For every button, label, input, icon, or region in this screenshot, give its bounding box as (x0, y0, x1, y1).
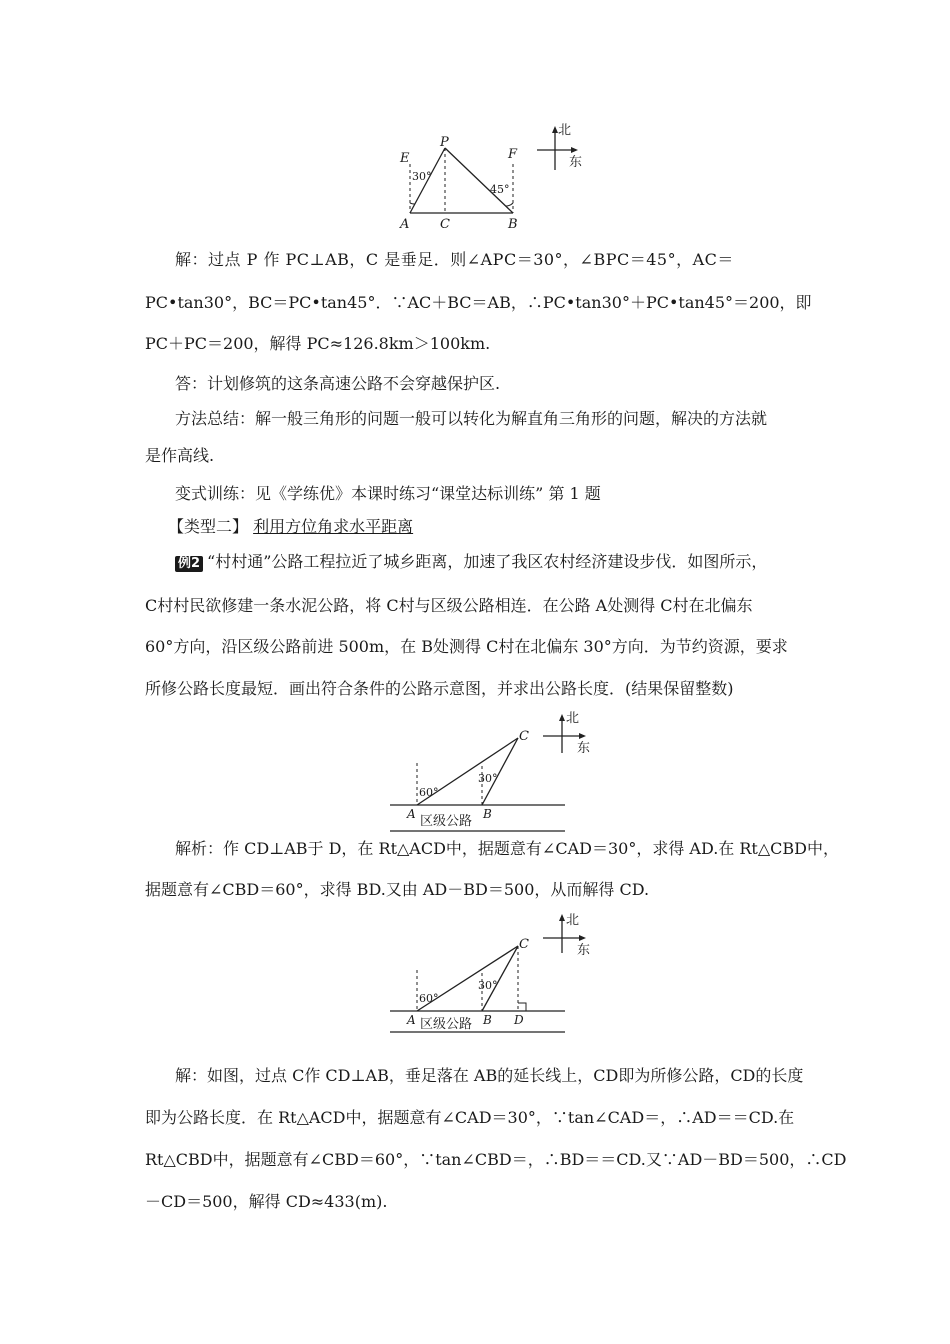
angle-label-a: 60° (419, 786, 439, 799)
label-c: C (519, 937, 529, 952)
method-summary-line-1: 方法总结：解一般三角形的问题一般可以转化为解直角三角形的问题，解决的方法就 (175, 409, 768, 428)
type-2-heading (168, 517, 413, 537)
label-e: E (400, 151, 410, 166)
example-2-line-4: 所修公路长度最短．画出符合条件的公路示意图，并求出公路长度．(结果保留整数) (145, 679, 734, 698)
road-label: 区级公路 (420, 1017, 473, 1032)
solution-1-line-3: PC＋PC＝200，解得 PC≈126.8km＞100km. (145, 334, 491, 353)
figure-3-road-with-perpendicular (385, 908, 600, 1035)
svg-text:东: 东 (569, 155, 583, 170)
label-b: B (508, 217, 518, 232)
type-2-bracket: 【类型二】 (168, 517, 249, 536)
example-2-text-1: “村村通”公路工程拉近了城乡距离，加速了我区农村经济建设步伐．如图所示， (207, 552, 768, 571)
svg-text:东: 东 (577, 943, 591, 958)
example-2-line-1 (175, 552, 767, 572)
angle-label-b: 45° (490, 183, 510, 196)
solution-2-line-4: －CD＝500，解得 CD≈433(m). (145, 1192, 388, 1211)
solution-2-line-2: 即为公路长度．在 Rt△ACD中，据题意有∠CAD＝30°，∵tan∠CAD＝，∴AD＝＝CD.在 (145, 1108, 795, 1127)
angle-label-a: 60° (419, 992, 439, 1005)
figure-1-triangle (390, 118, 600, 236)
analysis-line-1: 解析：作 CD⊥AB于 D，在 Rt△ACD中，据题意有∠CAD＝30°，求得 AD.在 Rt△CBD中， (175, 839, 839, 858)
angle-label-b: 30° (478, 772, 498, 785)
label-f: F (508, 147, 518, 162)
line-pb (445, 148, 513, 213)
solution-2-line-3: Rt△CBD中，据题意有∠CBD＝60°，∵tan∠CBD＝，∴BD＝＝CD.又∵AD－BD＝500，∴CD (145, 1150, 847, 1169)
solution-1-line-2: PC•tan30°，BC＝PC•tan45°．∵AC＋BC＝AB，∴PC•tan30°＋PC•tan45°＝200，即 (145, 293, 812, 312)
compass-icon (537, 123, 582, 170)
answer-1: 答：计划修筑的这条高速公路不会穿越保护区. (175, 374, 501, 393)
analysis-line-2: 据题意有∠CBD＝60°，求得 BD.又由 AD－BD＝500，从而解得 CD. (145, 880, 650, 899)
svg-text:北: 北 (566, 913, 580, 928)
compass-icon (543, 711, 590, 756)
example-2-badge: 例2 (175, 556, 203, 572)
right-angle-mark (518, 1003, 526, 1011)
solution-2-line-1: 解：如图，过点 C作 CD⊥AB，垂足落在 AB的延长线上，CD即为所修公路，CD的长度 (175, 1066, 804, 1085)
example-2-line-2: C村村民欲修建一条水泥公路，将 C村与区级公路相连．在公路 A处测得 C村在北偏东 (145, 596, 753, 615)
variant-training: 变式训练：见《学练优》本课时练习“课堂达标训练” 第 1 题 (175, 484, 601, 503)
label-a: A (400, 217, 410, 232)
road-label: 区级公路 (420, 814, 473, 829)
svg-text:北: 北 (566, 711, 580, 726)
label-a: A (407, 807, 416, 821)
example-2-line-3: 60°方向，沿区级公路前进 500m，在 B处测得 C村在北偏东 30°方向．为节约资源，要求 (145, 637, 788, 656)
svg-text:北: 北 (558, 123, 572, 138)
type-2-title: 利用方位角求水平距离 (253, 517, 414, 536)
angle-label-b: 30° (478, 979, 498, 992)
angle-arc-a (410, 203, 415, 204)
label-p: P (440, 135, 449, 150)
label-a: A (407, 1013, 416, 1027)
label-c: C (440, 217, 450, 232)
label-c: C (519, 729, 529, 744)
label-b: B (483, 1013, 492, 1027)
label-b: B (483, 807, 492, 821)
svg-text:东: 东 (577, 741, 591, 756)
figure-2-road (385, 708, 600, 834)
solution-1-line-1: 解：过点 P 作 PC⊥AB，C 是垂足．则∠APC＝30°，∠BPC＝45°，AC＝ (175, 250, 734, 269)
method-summary-line-2: 是作高线. (145, 446, 215, 465)
angle-label-a: 30° (412, 170, 432, 183)
compass-icon (543, 913, 590, 958)
label-d: D (514, 1013, 524, 1027)
angle-arc-b (506, 203, 513, 206)
